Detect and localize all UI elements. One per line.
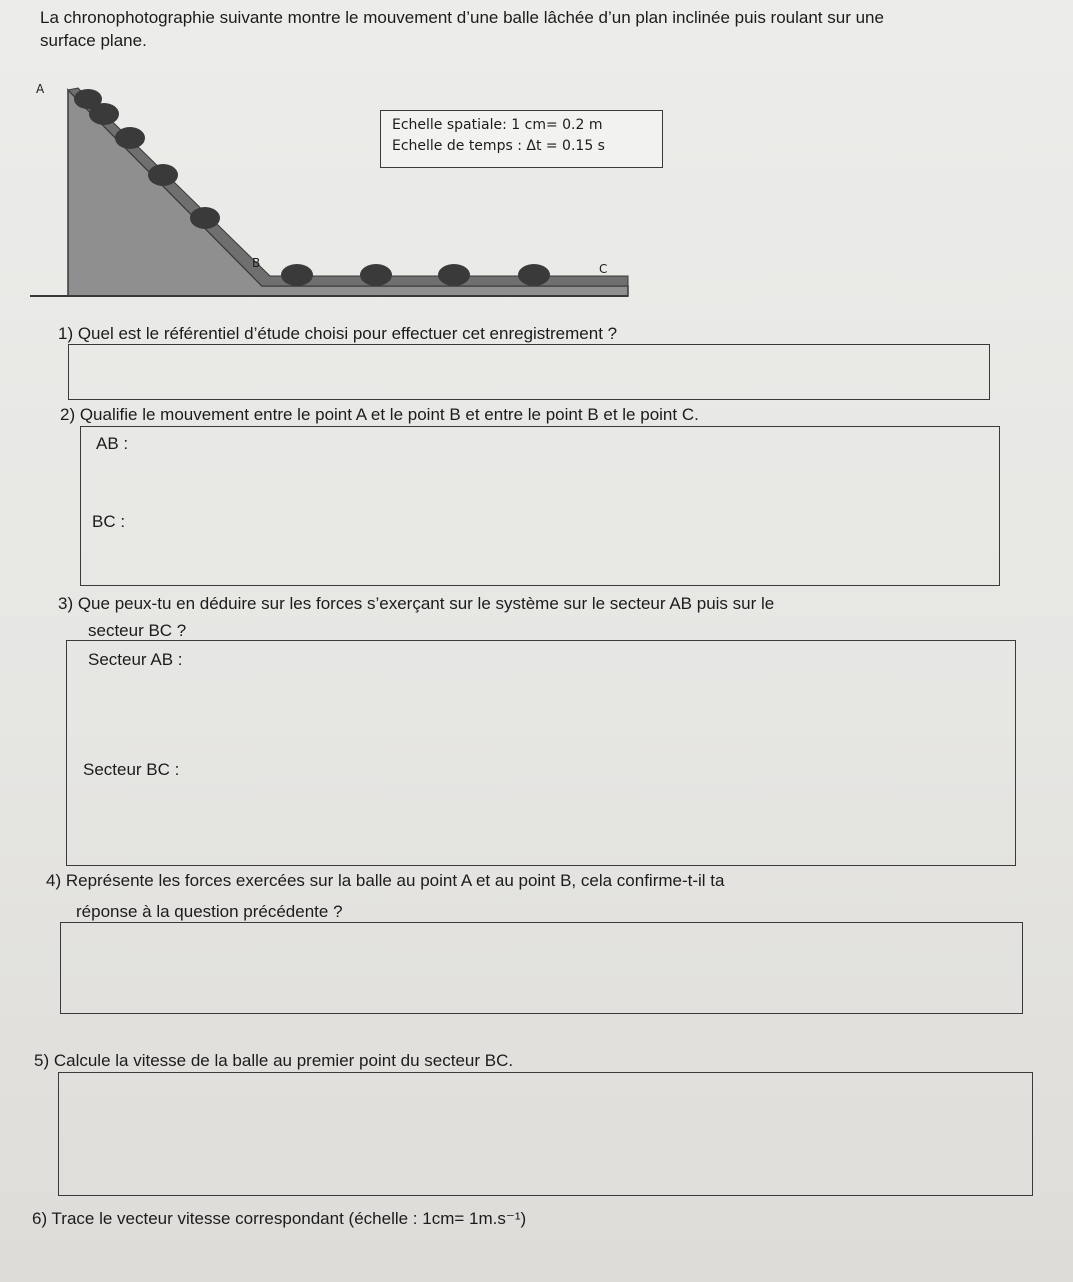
ball-5 <box>190 207 220 229</box>
question-3-line-2: secteur BC ? <box>88 621 187 640</box>
ball-8 <box>438 264 470 286</box>
intro-text: La chronophotographie suivante montre le mouvement d’une balle lâchée d’un plan inclinée puis roulant sur une surface plane. <box>40 8 884 50</box>
question-4-line-2: réponse à la question précédente ? <box>76 902 343 921</box>
question-5: 5) Calcule la vitesse de la balle au premier point du secteur BC. <box>34 1051 514 1070</box>
scale-spatial: Echelle spatiale: 1 cm= 0.2 m <box>392 117 603 133</box>
point-c-label: C <box>599 262 608 276</box>
answer-box-4[interactable] <box>60 922 1023 1014</box>
ball-2 <box>89 103 119 125</box>
question-1: 1) Quel est le référentiel d’étude choisi pour effectuer cet enregistrement ? <box>58 324 618 343</box>
point-a-label: A <box>36 82 45 96</box>
answer-box-2[interactable] <box>80 426 1000 586</box>
label-bc: BC : <box>92 512 126 531</box>
ball-7 <box>360 264 392 286</box>
answer-box-3[interactable] <box>66 640 1016 866</box>
ball-9 <box>518 264 550 286</box>
scale-legend <box>380 110 663 168</box>
ball-4 <box>148 164 178 186</box>
answer-box-5[interactable] <box>58 1072 1033 1196</box>
question-4-line-1: 4) Représente les forces exercées sur la balle au point A et au point B, cela confirme-t-il ta <box>46 871 725 890</box>
ball-6 <box>281 264 313 286</box>
question-3-line-1: 3) Que peux-tu en déduire sur les forces s’exerçant sur le système sur le secteur AB puis sur le <box>58 594 775 613</box>
label-ab: AB : <box>96 434 129 453</box>
label-secteur-ab: Secteur AB : <box>88 650 183 669</box>
question-2: 2) Qualifie le mouvement entre le point A et le point B et entre le point B et le point C. <box>60 405 699 424</box>
answer-box-1[interactable] <box>68 344 990 400</box>
label-secteur-bc: Secteur BC : <box>83 760 180 779</box>
point-b-label: B <box>252 256 261 270</box>
ball-3 <box>115 127 145 149</box>
question-6: 6) Trace le vecteur vitesse correspondant (échelle : 1cm= 1m.s⁻¹) <box>32 1209 527 1228</box>
scale-time: Echelle de temps : Δt = 0.15 s <box>392 138 605 154</box>
